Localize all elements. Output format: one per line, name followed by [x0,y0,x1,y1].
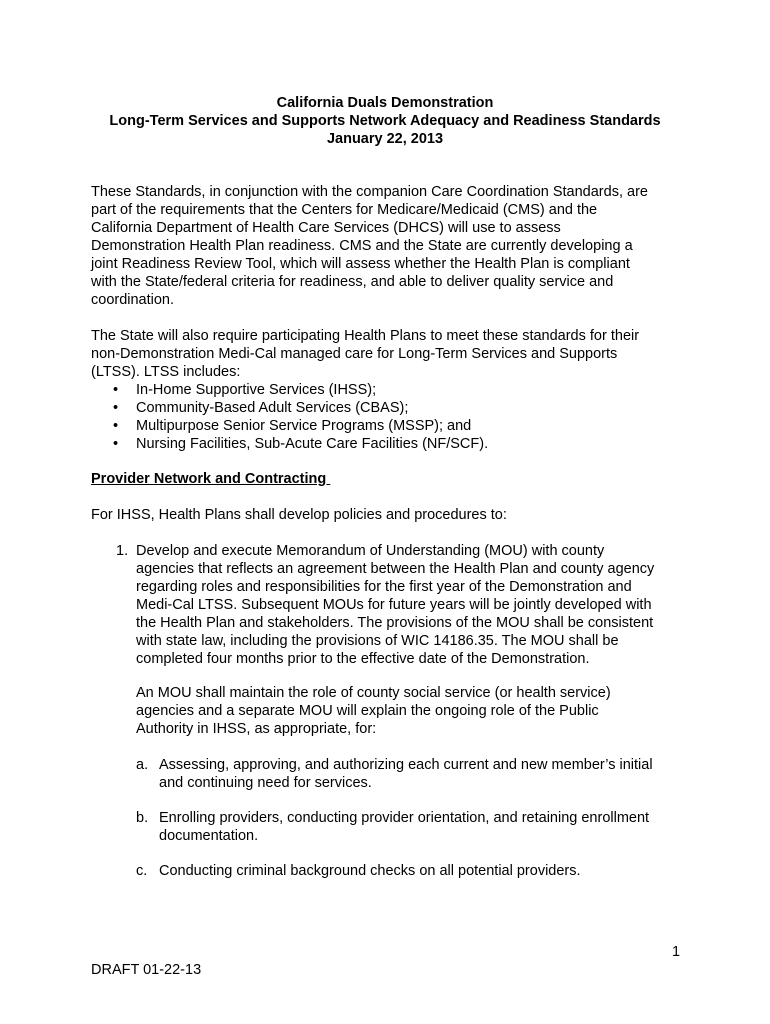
document-date: January 22, 2013 [326,131,444,147]
text-line: These Standards, in conjunction with the companion Care Coordination Standards, are [91,184,648,200]
list-item: • In-Home Supportive Services (IHSS); [111,381,671,399]
text-line: Conducting criminal background checks on all potential providers. [159,863,581,879]
sub-item-letter: a. [136,757,149,773]
text-line: The State will also require participating Health Plans to meet these standards for their [91,328,640,344]
sub-item-letter: c. [136,863,148,879]
sub-item-c-text [159,862,699,880]
list-item: • Nursing Facilities, Sub-Acute Care Facilities (NF/SCF). [111,435,671,453]
item-number: 1. [116,543,129,559]
text-line: coordination. [91,292,175,308]
text-line: documentation. [159,828,259,844]
text-line: regarding roles and responsibilities for the first year of the Demonstration and [136,579,632,595]
text-line: joint Readiness Review Tool, which will assess whether the Health Plan is compliant [91,256,630,272]
document-subtitle: Long-Term Services and Supports Network Adequacy and Readiness Standards [109,113,661,129]
text-line: Medi-Cal LTSS. Subsequent MOUs for future years will be jointly developed with [136,597,652,613]
page-number: 1 [672,944,681,960]
intro-paragraph [91,183,691,309]
sub-item-letter: b. [136,810,149,826]
section-heading: Provider Network and Contracting [91,471,331,487]
text-line: non-Demonstration Medi-Cal managed care for Long-Term Services and Supports [91,346,618,362]
text-line: Enrolling providers, conducting provider orientation, and retaining enrollment [159,810,650,826]
text-line: and continuing need for services. [159,775,372,791]
text-line: the Health Plan and stakeholders. The provisions of the MOU shall be consistent [136,615,654,631]
ltss-paragraph [91,327,691,381]
text-line: part of the requirements that the Centers for Medicare/Medicaid (CMS) and the [91,202,598,218]
sub-item-b-text [159,809,699,845]
sub-item-a-text [159,756,699,792]
ihss-intro [91,506,691,524]
text-line: agencies that reflects an agreement between the Health Plan and county agency [136,561,655,577]
text-line: Assessing, approving, and authorizing each current and new member’s initial [159,757,653,773]
text-line: For IHSS, Health Plans shall develop policies and procedures to: [91,507,507,523]
item-1-text [136,542,696,668]
list-item: • Multipurpose Senior Service Programs (MSSP); and [111,417,671,435]
ltss-bullet-list [111,381,671,453]
footer-draft-label: DRAFT 01-22-13 [91,962,202,978]
document-title: California Duals Demonstration [276,95,494,111]
text-line: An MOU shall maintain the role of county social service (or health service) [136,685,611,701]
text-line: (LTSS). LTSS includes: [91,364,241,380]
text-line: completed four months prior to the effective date of the Demonstration. [136,651,590,667]
text-line: Authority in IHSS, as appropriate, for: [136,721,377,737]
list-item: • Community-Based Adult Services (CBAS); [111,399,671,417]
text-line: California Department of Health Care Services (DHCS) will use to assess [91,220,561,236]
text-line: Develop and execute Memorandum of Understanding (MOU) with county [136,543,605,559]
item-1-followup [136,684,696,738]
text-line: Demonstration Health Plan readiness. CMS and the State are currently developing a [91,238,633,254]
text-line: with the State/federal criteria for readiness, and able to deliver quality service and [91,274,614,290]
text-line: with state law, including the provisions of WIC 14186.35. The MOU shall be [136,633,619,649]
text-line: agencies and a separate MOU will explain the ongoing role of the Public [136,703,599,719]
